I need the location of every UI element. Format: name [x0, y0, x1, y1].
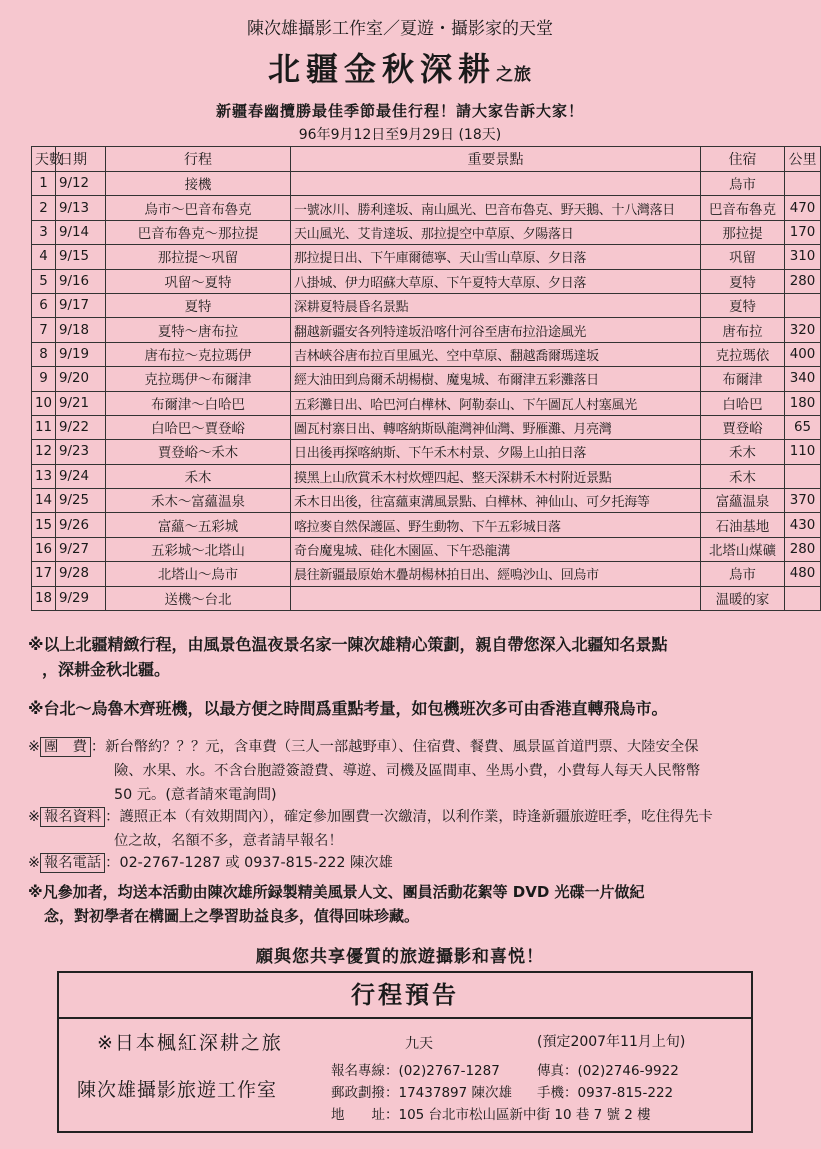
stay-cell: 克拉瑪依	[701, 342, 785, 366]
note-itinerary-line2: ，深耕金秋北疆。	[42, 660, 171, 679]
route-cell: 送機～台北	[106, 586, 291, 610]
km-cell: 310	[785, 245, 821, 269]
day-cell: 6	[32, 293, 56, 317]
stay-cell: 富蘊温泉	[701, 489, 785, 513]
day-cell: 13	[32, 464, 56, 488]
tel-label: 報名電話	[40, 853, 105, 873]
col-header-km: 公里	[785, 147, 821, 172]
itinerary-body	[32, 172, 821, 611]
date-cell: 9/14	[56, 220, 106, 244]
studio-name: 陳次雄攝影工作室／夏遊・攝影家的天堂	[247, 19, 553, 39]
km-cell	[785, 464, 821, 488]
date-cell: 9/23	[56, 440, 106, 464]
note-itinerary-line1: ※以上北疆精緻行程，由風景色温夜景名家一陳次雄精心策劃，親自帶您深入北疆知名景點	[28, 635, 668, 654]
route-cell: 白哈巴～賈登峪	[106, 415, 291, 439]
km-cell: 370	[785, 489, 821, 513]
day-cell: 12	[32, 440, 56, 464]
km-cell	[785, 293, 821, 317]
spots-cell	[291, 586, 701, 610]
table-row	[32, 245, 821, 269]
title-main: 北疆金秋深耕	[267, 50, 496, 88]
day-cell: 16	[32, 537, 56, 561]
next-tour-name: ※日本楓紅深耕之旅	[97, 1032, 283, 1054]
date-cell: 9/29	[56, 586, 106, 610]
reg-label: 報名資料	[40, 807, 105, 827]
date-cell: 9/28	[56, 562, 106, 586]
spots-cell	[291, 172, 701, 196]
table-row	[32, 440, 821, 464]
km-cell: 180	[785, 391, 821, 415]
date-cell: 9/16	[56, 269, 106, 293]
fee-line2: 險、水果、水。不含台胞證簽證費、導遊、司機及區間車、坐馬小費，小費每人每天人民幣幣	[114, 763, 701, 779]
route-cell: 北塔山～烏市	[106, 562, 291, 586]
table-header-row	[32, 147, 821, 172]
itinerary-table	[31, 146, 821, 611]
stay-cell: 白哈巴	[701, 391, 785, 415]
km-cell: 280	[785, 269, 821, 293]
km-cell: 170	[785, 220, 821, 244]
day-cell: 18	[32, 586, 56, 610]
km-cell	[785, 586, 821, 610]
route-cell: 夏特～唐布拉	[106, 318, 291, 342]
address-label: 地 址	[331, 1107, 385, 1123]
km-cell: 400	[785, 342, 821, 366]
date-cell: 9/13	[56, 196, 106, 220]
table-row	[32, 293, 821, 317]
fax: 傳真：(02)2746-9922	[537, 1063, 679, 1079]
col-header-day: 天數	[32, 147, 56, 172]
next-tour-date: (預定2007年11月上旬)	[537, 1034, 686, 1050]
postal-account: 郵政劃撥：17437897 陳次雄	[331, 1085, 513, 1101]
stay-cell: 温暖的家	[701, 586, 785, 610]
stay-cell: 唐布拉	[701, 318, 785, 342]
km-cell: 280	[785, 537, 821, 561]
spots-cell: 摸黑上山欣賞禾木村炊煙四起、整天深耕禾木村附近景點	[291, 464, 701, 488]
mobile: 手機：0937-815-222	[537, 1085, 674, 1101]
stay-cell: 烏市	[701, 562, 785, 586]
page-title	[0, 44, 800, 90]
spots-cell: 天山風光、艾肯達坂、那拉提空中草原、夕陽落日	[291, 220, 701, 244]
reg-line1: ：護照正本（有效期間內），確定參加團費一次繳清，以利作業，時逢新疆旅遊旺季，吃住得先卡	[105, 809, 713, 825]
date-cell: 9/15	[56, 245, 106, 269]
fee-mark: ※	[28, 739, 40, 755]
day-cell: 3	[32, 220, 56, 244]
km-cell: 430	[785, 513, 821, 537]
km-cell: 470	[785, 196, 821, 220]
col-header-date: 日期	[56, 147, 106, 172]
spots-cell: 深耕夏特晨昏名景點	[291, 293, 701, 317]
route-cell: 巩留～夏特	[106, 269, 291, 293]
preview-heading: 行程預告	[59, 973, 751, 1019]
note-flight: ※台北～烏魯木齊班機，以最方便之時間爲重點考量，如包機班次多可由香港直轉飛烏市。	[28, 699, 668, 718]
preview-box	[57, 971, 753, 1133]
share-slogan: 願與您共享優質的旅遊攝影和喜悦！	[256, 947, 544, 967]
day-cell: 14	[32, 489, 56, 513]
route-cell: 布爾津～白哈巴	[106, 391, 291, 415]
col-header-route: 行程	[106, 147, 291, 172]
tour-dates: 96年9月12日至9月29日 (18天)	[298, 127, 502, 143]
table-row	[32, 367, 821, 391]
table-row	[32, 489, 821, 513]
table-row	[32, 269, 821, 293]
stay-cell: 布爾津	[701, 367, 785, 391]
note-itinerary	[28, 632, 778, 682]
day-cell: 9	[32, 367, 56, 391]
route-cell: 唐布拉～克拉瑪伊	[106, 342, 291, 366]
note-fee	[28, 735, 778, 807]
title-suffix: 之旅	[496, 65, 532, 85]
spots-cell: 那拉提日出、下午庫爾德寧、天山雪山草原、夕日落	[291, 245, 701, 269]
table-row	[32, 537, 821, 561]
date-cell: 9/19	[56, 342, 106, 366]
route-cell: 富蘊～五彩城	[106, 513, 291, 537]
col-header-stay: 住宿	[701, 147, 785, 172]
note-registration	[28, 805, 778, 853]
km-cell: 340	[785, 367, 821, 391]
date-cell: 9/25	[56, 489, 106, 513]
day-cell: 11	[32, 415, 56, 439]
table-row	[32, 318, 821, 342]
day-cell: 10	[32, 391, 56, 415]
route-cell: 烏市～巴音布魯克	[106, 196, 291, 220]
day-cell: 1	[32, 172, 56, 196]
route-cell: 禾木	[106, 464, 291, 488]
col-header-spots: 重要景點	[291, 147, 701, 172]
stay-cell: 賈登峪	[701, 415, 785, 439]
slogan: 新疆春幽攬勝最佳季節最佳行程！請大家告訴大家！	[215, 102, 584, 120]
date-cell: 9/20	[56, 367, 106, 391]
stay-cell: 北塔山煤礦	[701, 537, 785, 561]
day-cell: 15	[32, 513, 56, 537]
table-row	[32, 172, 821, 196]
table-row	[32, 513, 821, 537]
stay-cell: 那拉提	[701, 220, 785, 244]
table-row	[32, 391, 821, 415]
spots-cell: 奇台魔鬼城、硅化木園區、下午恐龍溝	[291, 537, 701, 561]
note-dvd	[28, 880, 778, 928]
spots-cell: 禾木日出後，往富蘊東溝風景點、白樺林、神仙山、可夕托海等	[291, 489, 701, 513]
date-cell: 9/24	[56, 464, 106, 488]
route-cell: 禾木～富蘊温泉	[106, 489, 291, 513]
km-cell: 110	[785, 440, 821, 464]
stay-cell: 夏特	[701, 269, 785, 293]
stay-cell: 禾木	[701, 464, 785, 488]
km-cell: 65	[785, 415, 821, 439]
reg-mark: ※	[28, 809, 40, 825]
table-row	[32, 562, 821, 586]
stay-cell: 巴音布魯克	[701, 196, 785, 220]
day-cell: 4	[32, 245, 56, 269]
spots-cell: 經大油田到烏爾禾胡楊樹、魔鬼城、布爾津五彩灘落日	[291, 367, 701, 391]
tel-mark: ※	[28, 855, 40, 871]
next-tour-days: 九天	[405, 1036, 433, 1052]
route-cell: 那拉提～巩留	[106, 245, 291, 269]
route-cell: 賈登峪～禾木	[106, 440, 291, 464]
studio-full-name: 陳次雄攝影旅遊工作室	[77, 1079, 278, 1101]
date-cell: 9/27	[56, 537, 106, 561]
note-phone	[28, 851, 778, 875]
spots-cell: 八掛城、伊力昭蘇大草原、下午夏特大草原、夕日落	[291, 269, 701, 293]
spots-cell: 喀拉麥自然保護區、野生動物、下午五彩城日落	[291, 513, 701, 537]
date-cell: 9/12	[56, 172, 106, 196]
date-cell: 9/26	[56, 513, 106, 537]
spots-cell: 翻越新疆安各列特達坂沿喀什河谷至唐布拉沿途風光	[291, 318, 701, 342]
route-cell: 克拉瑪伊～布爾津	[106, 367, 291, 391]
tel-text: ：02-2767-1287 或 0937-815-222 陳次雄	[105, 855, 393, 871]
km-cell: 480	[785, 562, 821, 586]
reg-line2: 位之故，名額不多，意者請早報名！	[114, 833, 343, 849]
fee-line3: 50 元。(意者請來電詢問)	[114, 787, 277, 803]
route-cell: 接機	[106, 172, 291, 196]
km-cell	[785, 172, 821, 196]
spots-cell: 日出後再探喀納斯、下午禾木村景、夕陽上山拍日落	[291, 440, 701, 464]
spots-cell: 一號冰川、勝利達坂、南山風光、巴音布魯克、野天鵝、十八灣落日	[291, 196, 701, 220]
date-cell: 9/18	[56, 318, 106, 342]
day-cell: 5	[32, 269, 56, 293]
stay-cell: 夏特	[701, 293, 785, 317]
route-cell: 夏特	[106, 293, 291, 317]
table-row	[32, 586, 821, 610]
dvd-line1: ※凡參加者，均送本活動由陳次雄所録製精美風景人文、團員活動花絮等 DVD 光碟一片做紀	[28, 883, 645, 901]
stay-cell: 烏市	[701, 172, 785, 196]
spots-cell: 圖瓦村寨日出、轉喀納斯臥龍灣神仙灣、野雁灘、月亮灣	[291, 415, 701, 439]
day-cell: 8	[32, 342, 56, 366]
address-text: ：105 台北市松山區新中街 10 巷 7 號 2 樓	[385, 1107, 651, 1123]
address	[331, 1103, 651, 1123]
date-cell: 9/17	[56, 293, 106, 317]
day-cell: 7	[32, 318, 56, 342]
date-cell: 9/21	[56, 391, 106, 415]
fee-label: 團 費	[40, 737, 91, 757]
dvd-line2: 念，對初學者在構圖上之學習助益良多，值得回味珍藏。	[44, 907, 420, 925]
spots-cell: 晨往新疆最原始木疊胡楊林拍日出、經鳴沙山、回烏市	[291, 562, 701, 586]
hotline: 報名專線：(02)2767-1287	[331, 1063, 500, 1079]
route-cell: 巴音布魯克～那拉提	[106, 220, 291, 244]
table-row	[32, 196, 821, 220]
spots-cell: 吉林峽谷唐布拉百里風光、空中草原、翻越喬爾瑪達坂	[291, 342, 701, 366]
stay-cell: 石油基地	[701, 513, 785, 537]
table-row	[32, 342, 821, 366]
stay-cell: 禾木	[701, 440, 785, 464]
stay-cell: 巩留	[701, 245, 785, 269]
km-cell: 320	[785, 318, 821, 342]
table-row	[32, 220, 821, 244]
date-cell: 9/22	[56, 415, 106, 439]
spots-cell: 五彩灘日出、哈巴河白樺林、阿勒泰山、下午圖瓦人村塞風光	[291, 391, 701, 415]
day-cell: 17	[32, 562, 56, 586]
table-row	[32, 464, 821, 488]
table-row	[32, 415, 821, 439]
day-cell: 2	[32, 196, 56, 220]
route-cell: 五彩城～北塔山	[106, 537, 291, 561]
fee-line1: ：新台幣約？？？元，含車費（三人一部越野車）、住宿費、餐費、風景區首道門票、大陸安全保	[90, 739, 699, 755]
